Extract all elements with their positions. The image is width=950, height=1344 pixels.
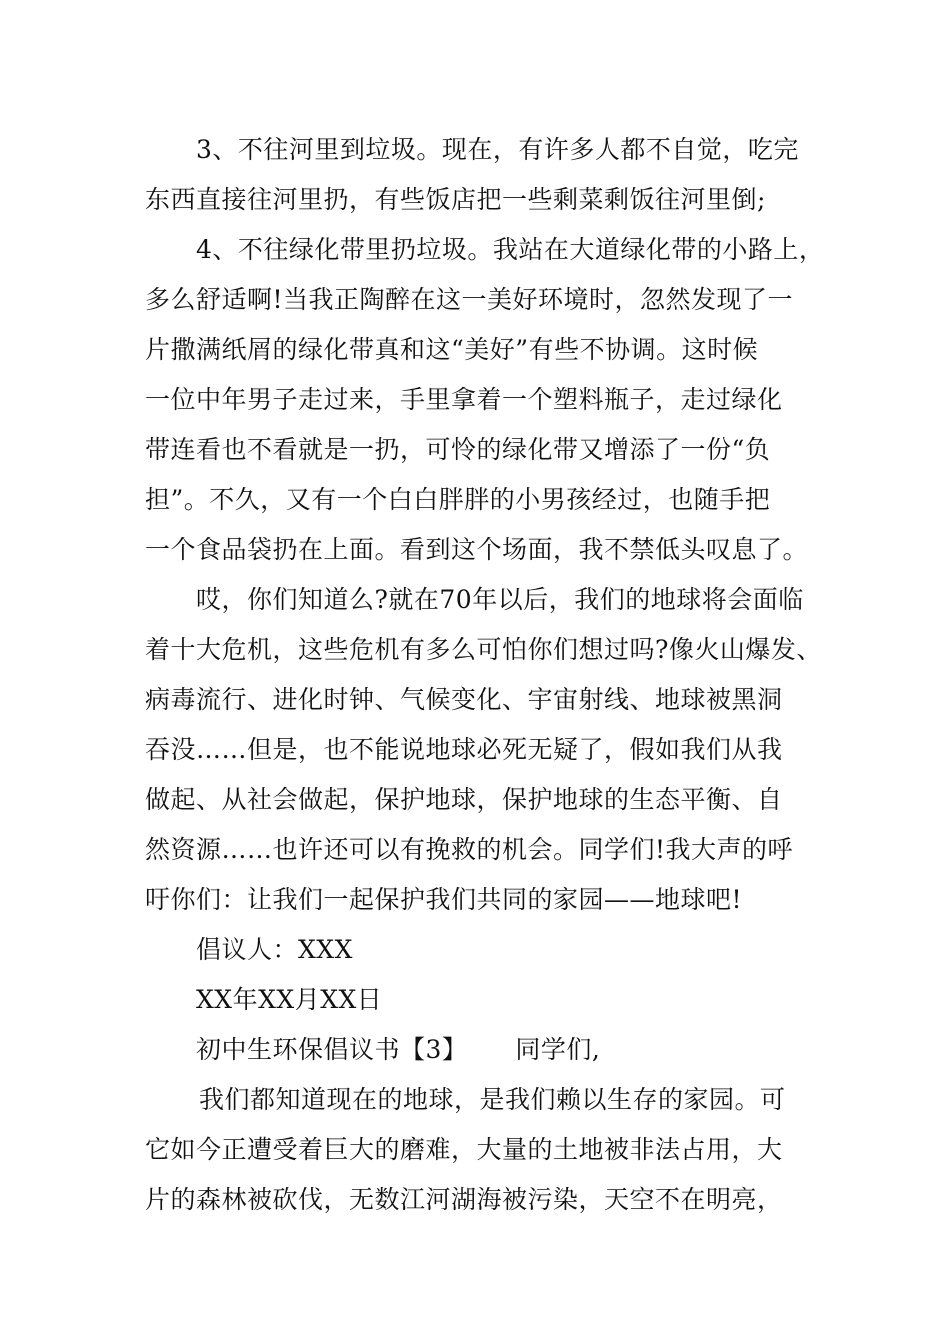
section-heading: 初中生环保倡议书【3】 [196,1035,468,1064]
date-line: XX年XX月XX日 [196,985,383,1014]
text-line: 哎，你们知道么?就在70年以后，我们的地球将会面临 [196,585,804,614]
text-line: 带连看也不看就是一扔，可怜的绿化带又增添了一份“负 [145,435,771,464]
text-line: 4、不往绿化带里扔垃圾。我站在大道绿化带的小路上， [196,235,825,264]
section-heading-line [196,1034,600,1066]
salutation: 同学们, [515,1035,601,1064]
text-line: 片撒满纸屑的绿化带真和这“美好”有些不协调。这时候 [145,335,759,364]
text-line: 病毒流行、进化时钟、气候变化、宇宙射线、地球被黑洞 [145,685,783,714]
text-line: 着十大危机，这些危机有多么可怕你们想过吗?像火山爆发、 [145,635,822,664]
text-line: 它如今正遭受着巨大的磨难，大量的土地被非法占用，大 [145,1135,783,1164]
signer-line: 倡议人：XXX [196,935,353,964]
text-line: 吞没……但是，也不能说地球必死无疑了，假如我们从我 [145,735,783,764]
text-line: 我们都知道现在的地球，是我们赖以生存的家园。可 [199,1085,786,1114]
text-line: 一个食品袋扔在上面。看到这个场面，我不禁低头叹息了。 [145,535,809,564]
text-line: 担”。不久，又有一个白白胖胖的小男孩经过，也随手把 [145,485,771,514]
text-line: 3、不往河里到垃圾。现在，有许多人都不自觉，吃完 [196,135,799,164]
text-line: 一位中年男子走过来，手里拿着一个塑料瓶子，走过绿化 [145,385,783,414]
text-line: 然资源……也许还可以有挽救的机会。同学们!我大声的呼 [145,835,794,864]
text-line: 片的森林被砍伐，无数江河湖海被污染，天空不在明亮， [145,1185,783,1214]
text-line: 东西直接往河里扔，有些饭店把一些剩菜剩饭往河里倒; [145,185,766,214]
text-line: 多么舒适啊!当我正陶醉在这一美好环境时，忽然发现了一 [145,285,794,314]
text-line: 做起、从社会做起，保护地球，保护地球的生态平衡、自 [145,785,783,814]
text-line: 吁你们：让我们一起保护我们共同的家园——地球吧! [145,885,743,914]
